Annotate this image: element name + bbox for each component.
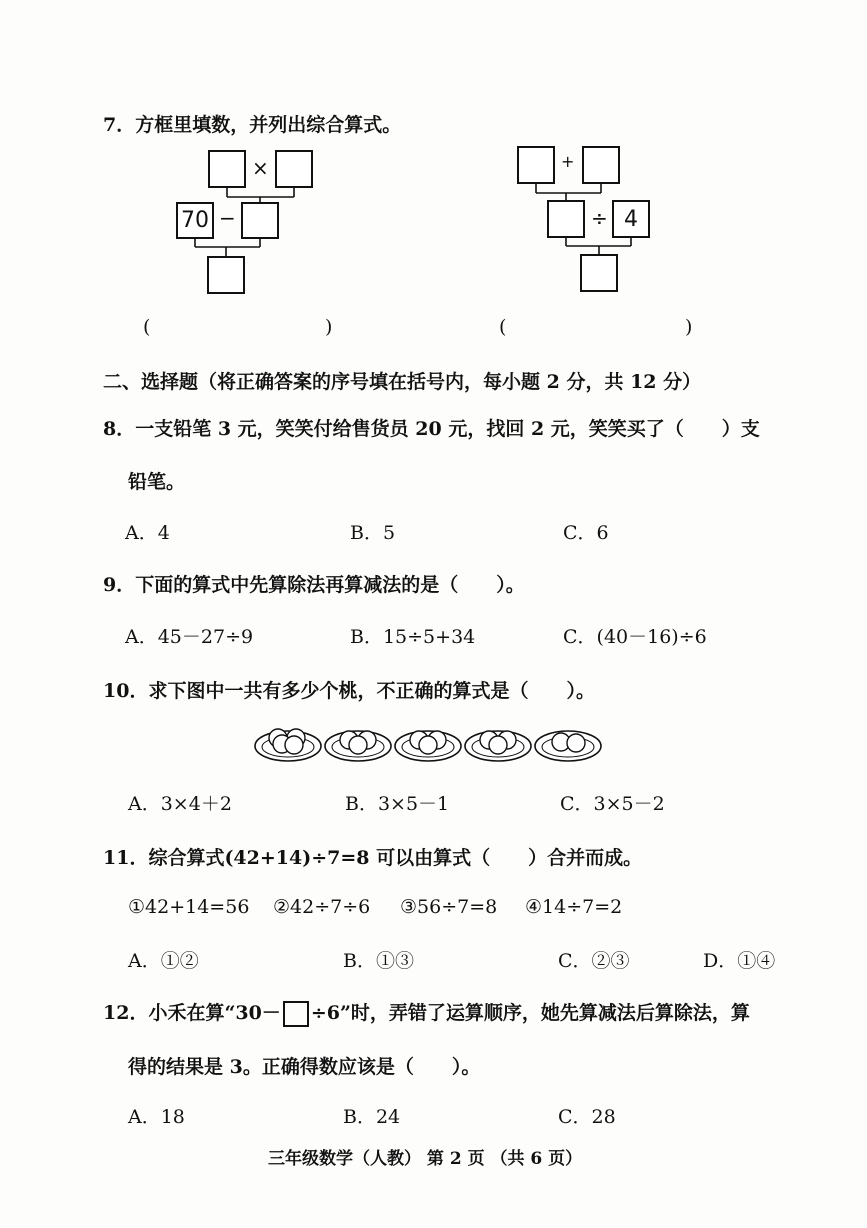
q10-option-a[interactable]: A．3×4＋2 bbox=[128, 793, 232, 815]
q7-right-given-box: 4 bbox=[612, 200, 650, 238]
q11-step-4: ④14÷7=2 bbox=[525, 896, 623, 918]
q7-right-answer-blank[interactable] bbox=[514, 316, 679, 340]
q11-step-3: ③56÷7=8 bbox=[400, 896, 498, 918]
q10-option-c[interactable]: C．3×5－2 bbox=[560, 793, 665, 815]
q12-text-line1-b: ÷6”时，弄错了运算顺序，她先算减法后算除法，算 bbox=[310, 1002, 750, 1024]
q12-text-line1 bbox=[103, 998, 750, 1027]
q12-text-line1-a: 12．小禾在算“30－ bbox=[103, 1002, 281, 1024]
q7-right-answer-close-paren: ) bbox=[685, 316, 693, 338]
q7-left-connectors bbox=[0, 0, 867, 330]
q11-option-a[interactable]: A．①② bbox=[128, 950, 199, 972]
q10-text: 10．求下图中一共有多少个桃，不正确的算式是（ ）。 bbox=[103, 680, 595, 702]
q8-option-a[interactable]: A．4 bbox=[125, 522, 170, 544]
q11-option-c[interactable]: C．②③ bbox=[558, 950, 630, 972]
q8-option-b[interactable]: B．5 bbox=[350, 522, 396, 544]
q7-right-divide-sign: ÷ bbox=[591, 206, 608, 230]
q9-option-a[interactable]: A．45－27÷9 bbox=[125, 626, 254, 648]
q7-left-result-box[interactable] bbox=[207, 256, 245, 294]
q12-unknown-box[interactable] bbox=[283, 1001, 309, 1027]
section-2-heading: 二、选择题（将正确答案的序号填在括号内，每小题 2 分，共 12 分） bbox=[103, 371, 702, 393]
q9-option-b[interactable]: B．15÷5+34 bbox=[350, 626, 476, 648]
q7-right-plus-sign: + bbox=[561, 152, 575, 171]
q10-peach-plates-figure bbox=[250, 712, 620, 768]
q10-option-b[interactable]: B．3×5－1 bbox=[345, 793, 450, 815]
page-footer: 三年级数学（人教） 第 2 页 （共 6 页） bbox=[268, 1149, 583, 1169]
q12-option-a[interactable]: A．18 bbox=[128, 1106, 185, 1128]
plate-4 bbox=[465, 731, 531, 761]
q8-text-line1: 8．一支铅笔 3 元，笑笑付给售货员 20 元，找回 2 元，笑笑买了（ ）支 bbox=[103, 418, 760, 440]
q11-step-2: ②42÷7÷6 bbox=[273, 896, 371, 918]
q9-text: 9．下面的算式中先算除法再算减法的是（ ）。 bbox=[103, 574, 525, 596]
q12-option-c[interactable]: C．28 bbox=[558, 1106, 616, 1128]
q7-left-answer-close-paren: ) bbox=[325, 316, 333, 338]
q7-left-mid-box[interactable] bbox=[241, 202, 279, 239]
q9-option-c[interactable]: C．(40－16)÷6 bbox=[563, 626, 707, 648]
q12-text-line2: 得的结果是 3。正确得数应该是（ ）。 bbox=[128, 1056, 481, 1078]
plate-1 bbox=[255, 729, 321, 761]
q7-title: 7．方框里填数，并列出综合算式。 bbox=[103, 114, 402, 136]
q7-left-top-box-2[interactable] bbox=[275, 150, 313, 188]
q7-right-top-box-1[interactable] bbox=[517, 146, 555, 184]
q8-option-c[interactable]: C．6 bbox=[563, 522, 609, 544]
q11-option-b[interactable]: B．①③ bbox=[343, 950, 414, 972]
q8-text-line2: 铅笔。 bbox=[128, 471, 186, 493]
q11-step-1: ①42+14=56 bbox=[128, 896, 250, 918]
plate-3 bbox=[395, 731, 461, 761]
q7-right-result-box[interactable] bbox=[580, 254, 618, 292]
q7-left-top-box-1[interactable] bbox=[208, 150, 246, 188]
q12-option-b[interactable]: B．24 bbox=[343, 1106, 401, 1128]
q7-right-answer-open-paren: ( bbox=[499, 316, 507, 338]
q7-left-minus-sign: − bbox=[219, 206, 236, 230]
q11-option-d[interactable]: D．①④ bbox=[703, 950, 776, 972]
q7-left-answer-open-paren: ( bbox=[143, 316, 151, 338]
plate-5 bbox=[535, 731, 601, 761]
q7-right-mid-box[interactable] bbox=[547, 200, 585, 238]
q7-left-answer-blank[interactable] bbox=[158, 316, 318, 340]
q7-left-given-box: 70 bbox=[176, 202, 214, 239]
q7-left-times-sign: × bbox=[252, 156, 269, 180]
q11-text: 11．综合算式(42+14)÷7=8 可以由算式（ ）合并而成。 bbox=[103, 847, 643, 869]
q7-right-top-box-2[interactable] bbox=[582, 146, 620, 184]
plate-2 bbox=[325, 731, 391, 761]
